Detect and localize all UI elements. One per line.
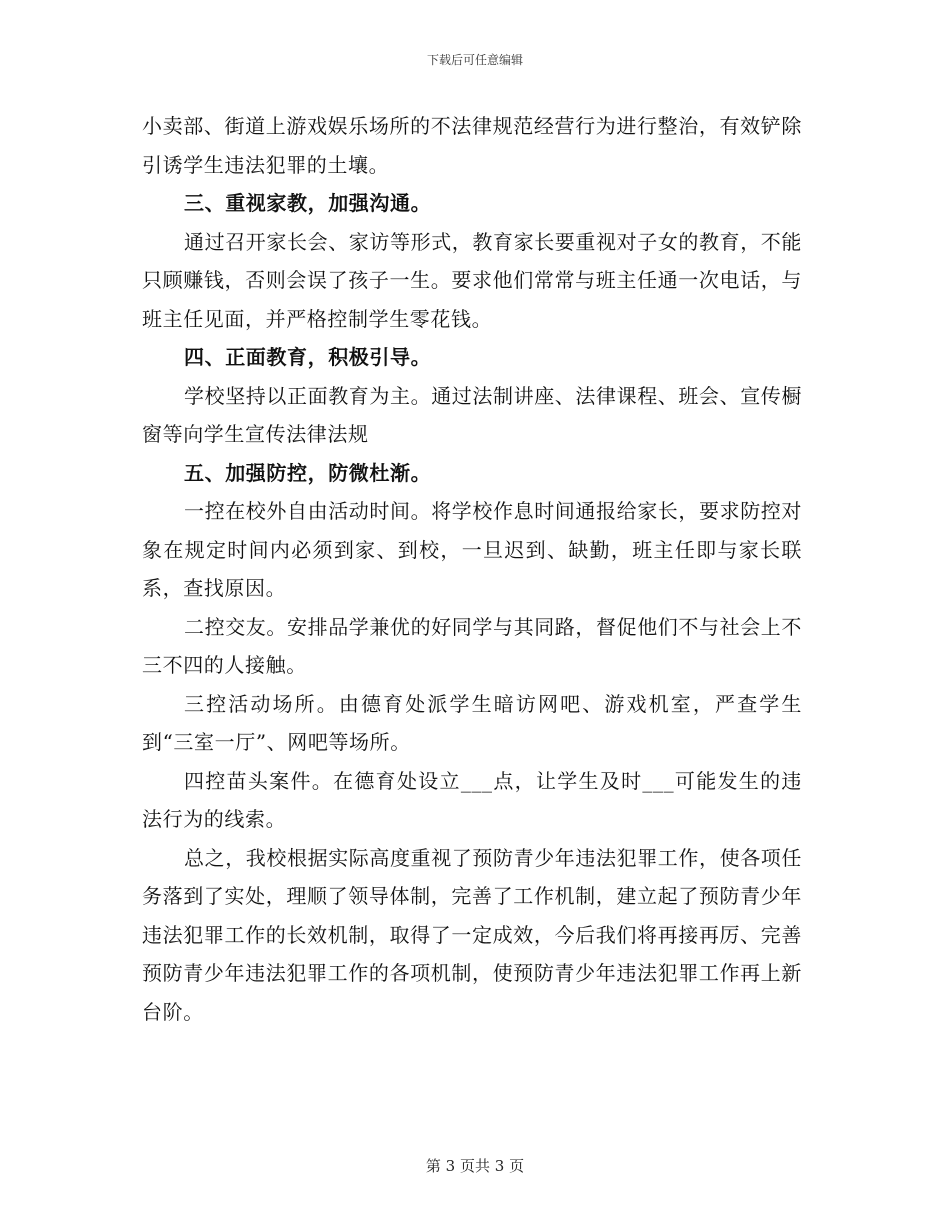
paragraph-positive-education: 学校坚持以正面教育为主。通过法制讲座、法律课程、班会、宣传橱窗等向学生宣传法律法规 xyxy=(142,383,802,446)
paragraph-conclusion: 总之，我校根据实际高度重视了预防青少年违法犯罪工作，使各项任务落到了实处，理顺了领导体制，完善了工作机制，建立起了预防青少年违法犯罪工作的长效机制，取得了一定成效，今后我们将再接再厉、完善预防青少年违法犯罪工作的各项机制，使预防青少年违法犯罪工作再上新台阶。 xyxy=(142,845,802,1024)
page-header-note: 下载后可任意编辑 xyxy=(426,53,523,67)
paragraph-control-1: 一控在校外自由活动时间。将学校作息时间通报给家长，要求防控对象在规定时间内必须到家、到校，一旦迟到、缺勤，班主任即与家长联系，查找原因。 xyxy=(142,499,802,600)
section-heading-3: 三、重视家教，加强沟通。 xyxy=(184,191,432,215)
section-heading-5: 五、加强防控，防微杜渐。 xyxy=(184,460,432,485)
paragraph-control-2: 二控交友。安排品学兼优的好同学与其同路，督促他们不与社会上不三不四的人接触。 xyxy=(142,614,802,677)
paragraph-continuation: 小卖部、街道上游戏娱乐场所的不法律规范经营行为进行整治，有效铲除引诱学生违法犯罪的土壤。 xyxy=(142,114,802,177)
section-heading-4: 四、正面教育，积极引导。 xyxy=(184,345,432,369)
document-body xyxy=(142,107,802,1031)
paragraph-control-3: 三控活动场所。由德育处派学生暗访网吧、游戏机室，严查学生到“三室一厅”、网吧等场所。 xyxy=(142,691,802,754)
page-number: 第 3 页共 3 页 xyxy=(425,1157,525,1175)
paragraph-family-education: 通过召开家长会、家访等形式，教育家长要重视对子女的教育，不能只顾赚钱，否则会误了孩子一生。要求他们常常与班主任通一次电话，与班主任见面，并严格控制学生零花钱。 xyxy=(142,229,802,331)
paragraph-control-4: 四控苗头案件。在德育处设立___点，让学生及时___可能发生的违法行为的线索。 xyxy=(142,768,802,831)
